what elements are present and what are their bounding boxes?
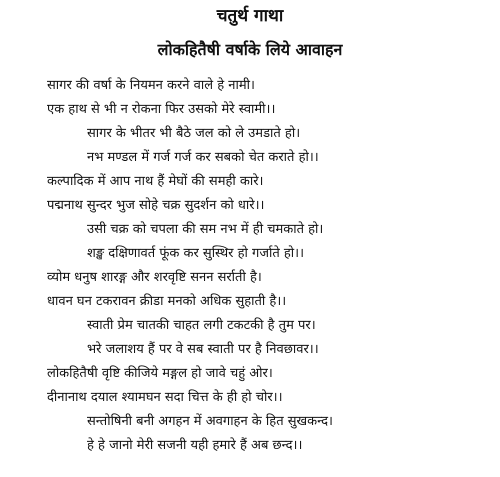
poem-line: लोकहितैषी वृष्टि कीजिये मङ्गल हो जावे चहुं ओर। <box>47 366 273 381</box>
poem-line: सागर के भीतर भी बैठे जल को ले उमडाते हो। <box>87 126 301 141</box>
poem-line: हे हे जानो मेरी सजनी यही हमारे हैं अब छन्द।। <box>87 438 303 453</box>
poem-body <box>0 74 500 458</box>
poem-line: कल्पादिक में आप नाथ हैं मेघों की समही कारे। <box>47 174 264 189</box>
page-title: चतुर्थ गाथा <box>216 6 284 26</box>
poem-line: एक हाथ से भी न रोकना फिर उसको मेरे स्वामी।। <box>47 102 276 117</box>
poem-line: नभ मण्डल में गर्ज गर्ज कर सबको चेत कराते हो।। <box>87 150 319 165</box>
poem-line: उसी चक्र को चपला की सम नभ में ही चमकाते हो। <box>87 222 324 237</box>
poem-line: पद्मनाथ सुन्दर भुज सोहे चक्र सुदर्शन को धारे।। <box>47 198 265 213</box>
poem-line: भरे जलाशय हैं पर वे सब स्वाती पर है निवछावर।। <box>87 342 319 357</box>
poem-line: व्योम धनुष शारङ्ग और शरवृष्टि सनन सर्राती है। <box>47 270 262 285</box>
poem-line: स्वाती प्रेम चातकी चाहत लगी टकटकी है तुम पर। <box>87 318 316 333</box>
page-subtitle: लोकहितैषी वर्षाके लिये आवाहन <box>157 40 343 59</box>
poem-line: दीनानाथ दयाल श्यामघन सदा चित्त के ही हो चोर।। <box>47 390 283 405</box>
poem-line: शङ्ख दक्षिणावर्त फूंक कर सुस्थिर हो गर्जाते हो।। <box>87 246 305 261</box>
poem-line: सागर की वर्षा के नियमन करने वाले हे नामी। <box>47 78 255 93</box>
poem-line: धावन घन टकरावन क्रीडा मनको अधिक सुहाती है।। <box>47 294 287 309</box>
poem-line: सन्तोषिनी बनी अगहन में अवगाहन के हित सुखकन्द। <box>87 414 333 429</box>
